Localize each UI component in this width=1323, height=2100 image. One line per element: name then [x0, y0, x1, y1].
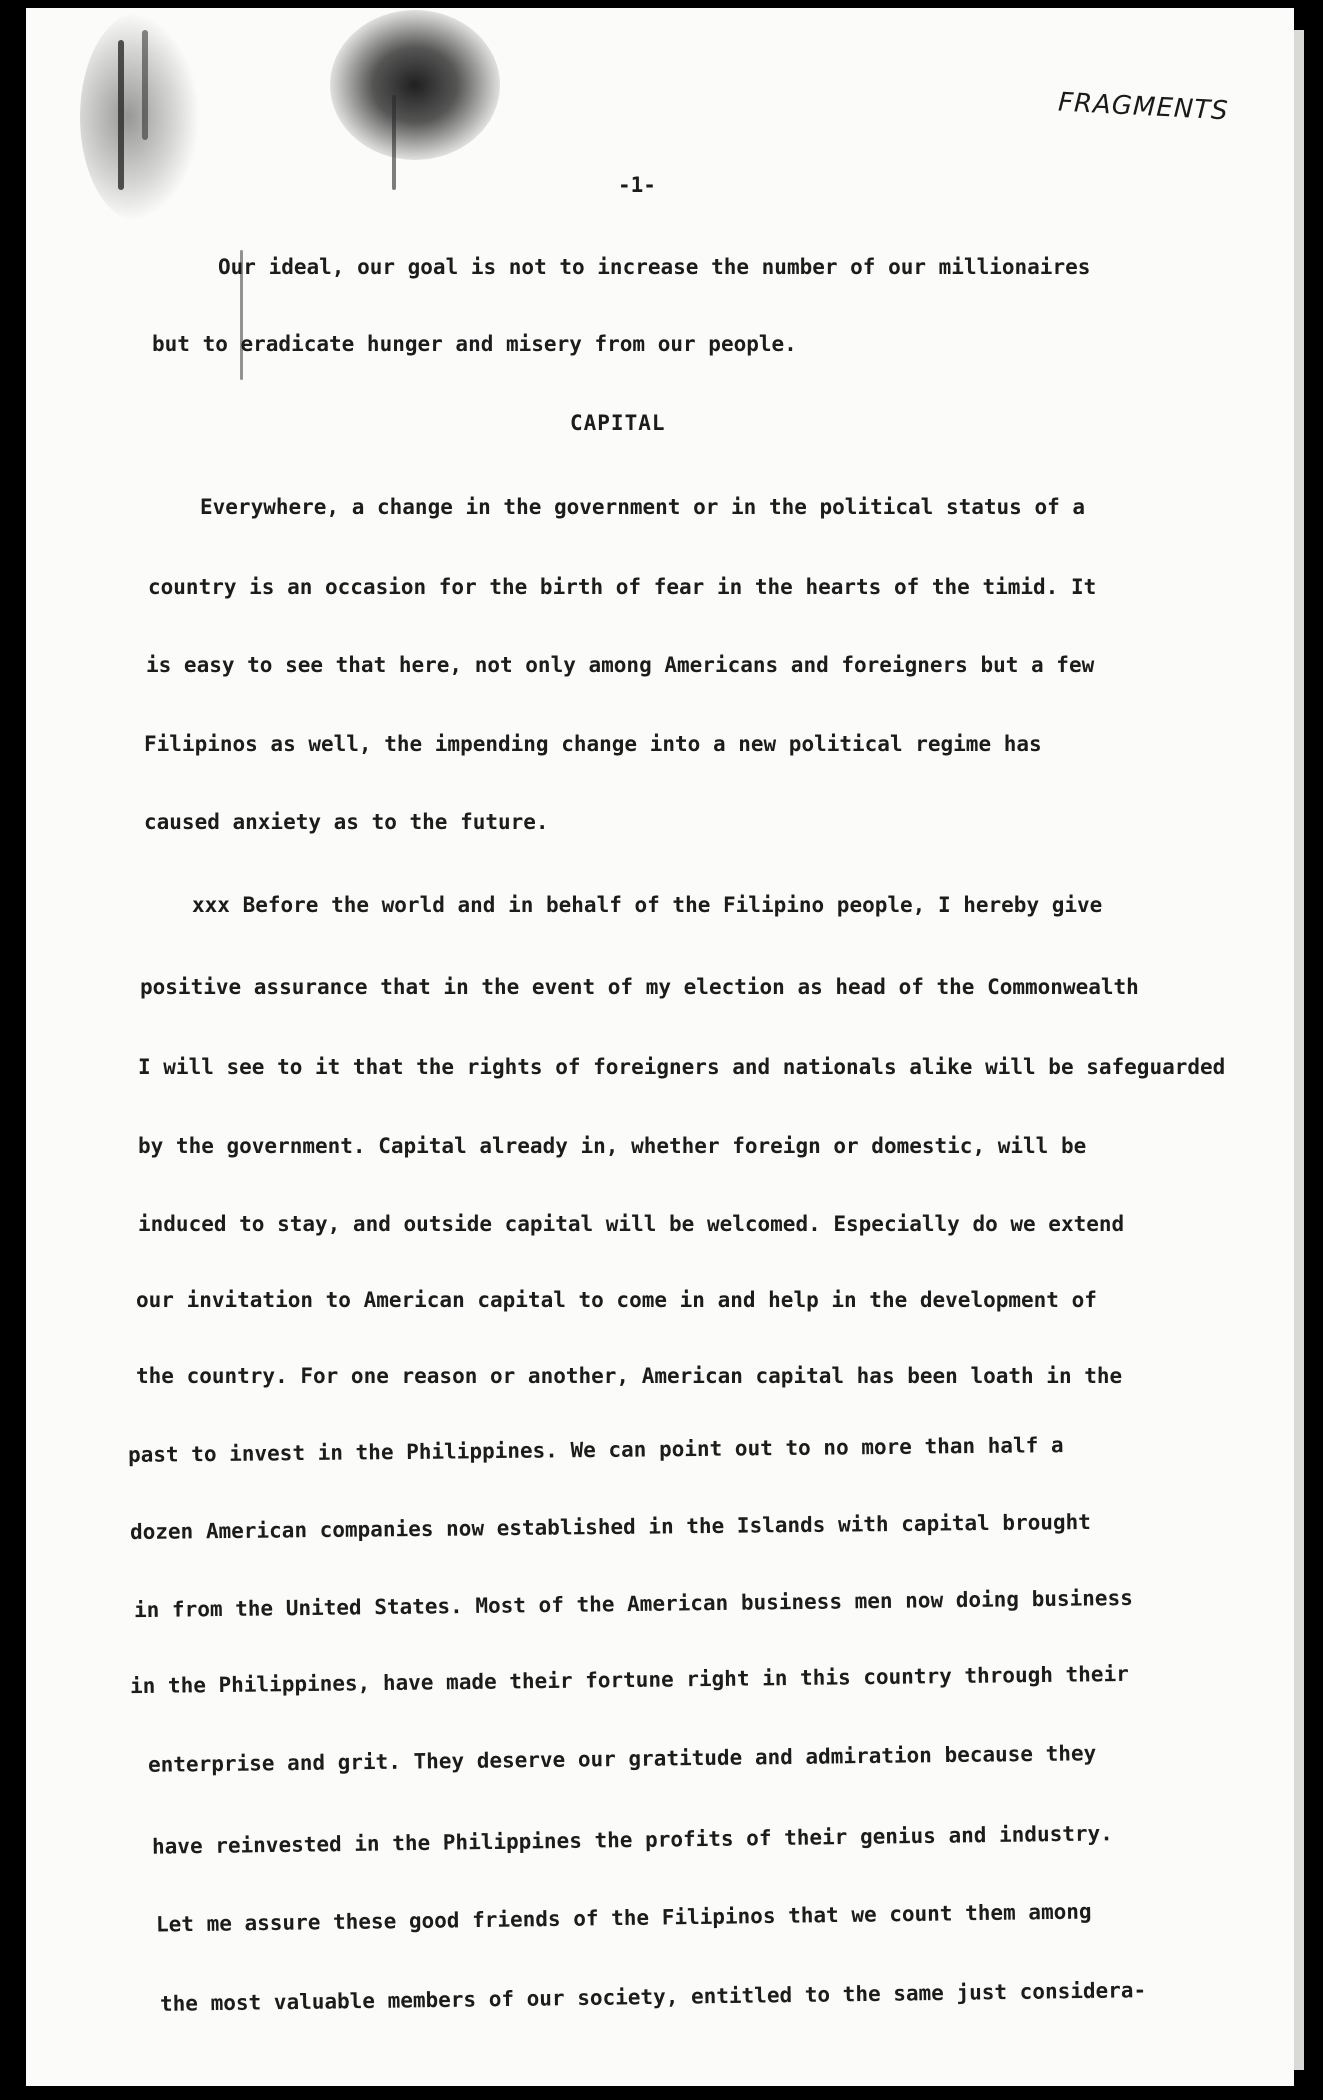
text-line: enterprise and grit. They deserve our gratitude and admiration because they [147, 1741, 1097, 1777]
text-line: Everywhere, a change in the government or in the political status of a [200, 495, 1086, 519]
text-line: Filipinos as well, the impending change into a new political regime has [144, 732, 1042, 756]
text-line: country is an occasion for the birth of fear in the hearts of the timid. It [148, 575, 1097, 599]
ink-streak [118, 40, 124, 190]
text-line: Let me assure these good friends of the Filipinos that we count them among [155, 1899, 1092, 1937]
text-line: xxx Before the world and in behalf of the Filipino people, I hereby give [192, 893, 1103, 917]
text-line: our invitation to American capital to come in and help in the development of [136, 1288, 1097, 1312]
text-line: in from the United States. Most of the American business men now doing business [133, 1585, 1133, 1623]
text-line: induced to stay, and outside capital will be welcomed. Especially do we extend [138, 1212, 1125, 1236]
text-line: by the government. Capital already in, whether foreign or domestic, will be [138, 1134, 1087, 1158]
text-line: in the Philippines, have made their fortune right in this country through their [129, 1661, 1129, 1699]
text-line: Our ideal, our goal is not to increase the number of our millionaires [218, 255, 1091, 279]
ink-streak [142, 30, 148, 140]
page-number: -1- [618, 173, 656, 197]
text-line: positive assurance that in the event of my election as head of the Commonwealth [140, 975, 1139, 999]
text-line: have reinvested in the Philippines the profits of their genius and industry. [151, 1821, 1113, 1859]
ink-streak [392, 95, 396, 190]
text-line: but to eradicate hunger and misery from our people. [152, 332, 797, 356]
margin-note: FRAGMENTS [1057, 87, 1230, 127]
text-line: past to invest in the Philippines. We can point out to no more than half a [127, 1433, 1064, 1467]
text-line: caused anxiety as to the future. [144, 810, 549, 834]
paper-edge [1294, 30, 1304, 2070]
section-heading: CAPITAL [570, 411, 666, 435]
text-line: is easy to see that here, not only among Americans and foreigners but a few [146, 653, 1095, 677]
text-line: the most valuable members of our society, entitled to the same just considera- [159, 1978, 1147, 2016]
text-line: I will see to it that the rights of foreigners and nationals alike will be safeguarded [138, 1055, 1226, 1079]
text-line: dozen American companies now established in the Islands with capital brought [129, 1509, 1091, 1545]
text-line: the country. For one reason or another, American capital has been loath in the [136, 1364, 1123, 1388]
